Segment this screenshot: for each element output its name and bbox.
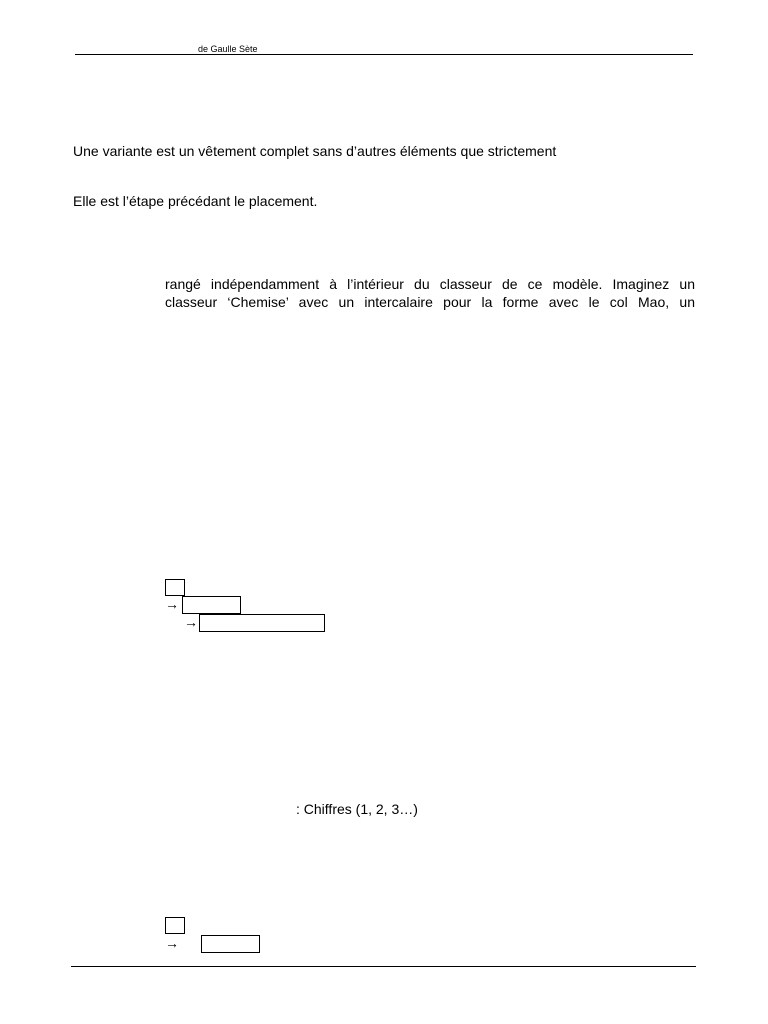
footer-rule — [71, 966, 696, 967]
tree-child-box-2 — [201, 935, 260, 953]
tree-child-box — [182, 596, 241, 614]
paragraph-etape: Elle est l’étape précédant le placement. — [73, 193, 318, 209]
arrow-icon: → — [184, 614, 198, 630]
arrow-icon: → — [165, 596, 179, 612]
paragraph-chiffres: : Chiffres (1, 2, 3…) — [296, 801, 418, 817]
arrow-icon: → — [165, 935, 179, 951]
tree-root-box-2 — [165, 917, 185, 934]
tree-root-box — [165, 579, 185, 596]
paragraph-classeur-line-1: rangé indépendamment à l’intérieur du classeur de ce modèle. Imaginez un — [165, 276, 695, 292]
header-rule — [75, 54, 693, 55]
tree-grandchild-box — [199, 614, 325, 632]
header-text: de Gaulle Sète — [198, 44, 258, 54]
paragraph-variante: Une variante est un vêtement complet sans d’autres éléments que strictement — [73, 143, 557, 159]
paragraph-classeur-line-2: classeur ‘Chemise’ avec un intercalaire pour la forme avec le col Mao, un — [165, 294, 695, 310]
